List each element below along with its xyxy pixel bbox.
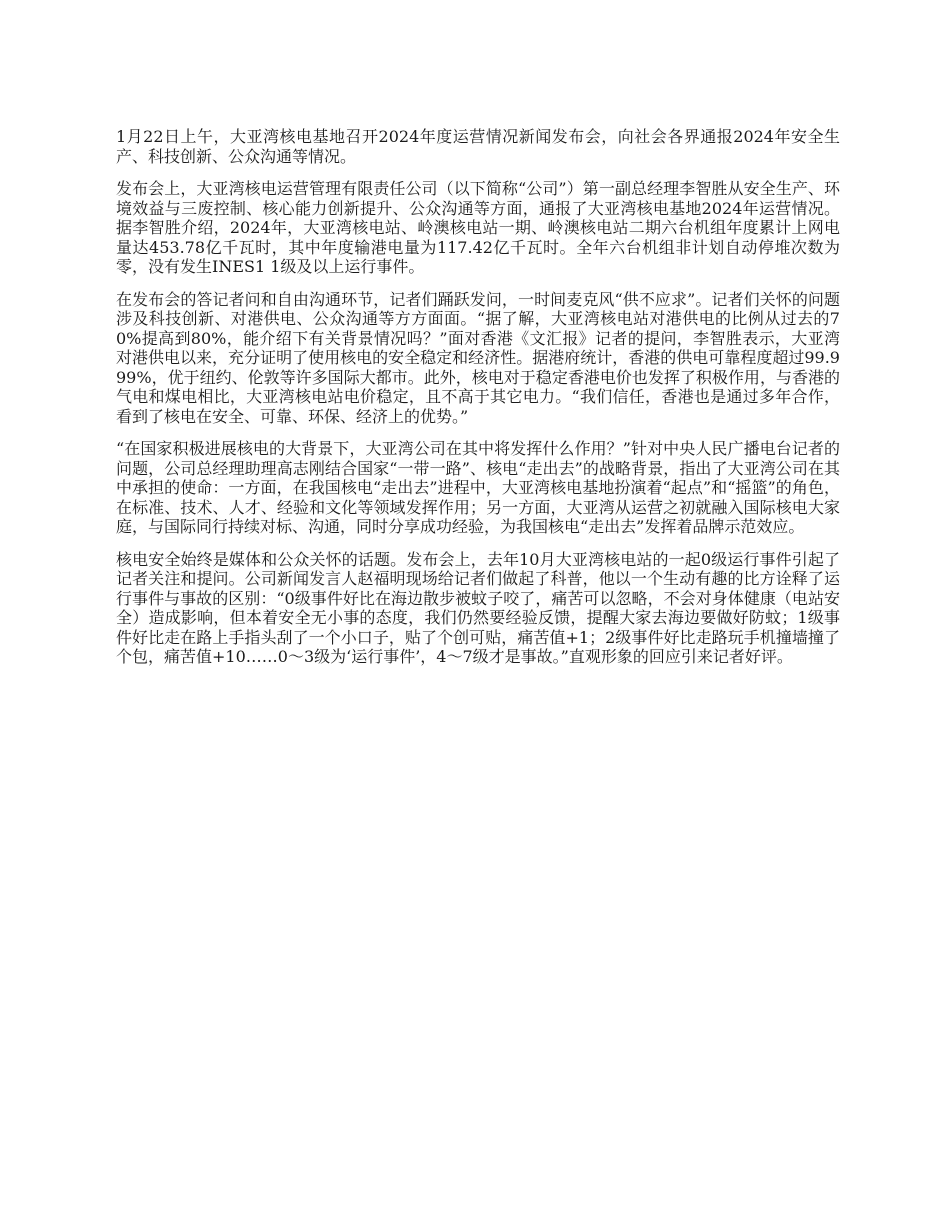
paragraph-4: “在国家积极进展核电的大背景下，大亚湾公司在其中将发挥什么作用？”针对中央人民广播电台记者的问题，公司总经理助理高志刚结合国家“一带一路”、核电“走出去”的战略背景，指出了大亚湾公司在其中承担的使命：一方面，在我国核电“走出去”进程中，大亚湾核电基地扮演着“起点”和“摇篮”的角色，在标准、技术、人才、经验和文化等领域发挥作用；另一方面，大亚湾从运营之初就融入国际核电大家庭，与国际同行持续对标、沟通，同时分享成功经验，为我国核电“走出去”发挥着品牌示范效应。 [116, 439, 840, 536]
article-body [116, 127, 840, 680]
paragraph-5: 核电安全始终是媒体和公众关怀的话题。发布会上，去年10月大亚湾核电站的一起0级运行事件引起了记者关注和提问。公司新闻发言人赵福明现场给记者们做起了科普，他以一个生动有趣的比方诠释了运行事件与事故的区别：“0级事件好比在海边散步被蚊子咬了，痛苦可以忽略，不会对身体健康（电站安全）造成影响，但本着安全无小事的态度，我们仍然要经验反馈，提醒大家去海边要做好防蚊；1级事件好比走在路上手指头刮了一个小口子，贴了个创可贴，痛苦值+1；2级事件好比走路玩手机撞墙撞了个包，痛苦值+10……0～3级为‘运行事件’，4～7级才是事故。”直观形象的回应引来记者好评。 [116, 549, 840, 666]
paragraph-3: 在发布会的答记者问和自由沟通环节，记者们踊跃发问，一时间麦克风“供不应求”。记者们关怀的问题涉及科技创新、对港供电、公众沟通等方方面面。“据了解，大亚湾核电站对港供电的比例从过去的70%提高到80%，能介绍下有关背景情况吗？”面对香港《文汇报》记者的提问，李智胜表示，大亚湾对港供电以来，充分证明了使用核电的安全稳定和经济性。据港府统计，香港的供电可靠程度超过99.999%，优于纽约、伦敦等许多国际大都市。此外，核电对于稳定香港电价也发挥了积极作用，与香港的气电和煤电相比，大亚湾核电站电价稳定，且不高于其它电力。“我们信任，香港也是通过多年合作，看到了核电在安全、可靠、环保、经济上的优势。” [116, 289, 840, 426]
paragraph-1: 1月22日上午，大亚湾核电基地召开2024年度运营情况新闻发布会，向社会各界通报2024年安全生产、科技创新、公众沟通等情况。 [116, 127, 840, 166]
paragraph-2: 发布会上，大亚湾核电运营管理有限责任公司（以下简称“公司”）第一副总经理李智胜从安全生产、环境效益与三废控制、核心能力创新提升、公众沟通等方面，通报了大亚湾核电基地2024年运营情况。据李智胜介绍，2024年，大亚湾核电站、岭澳核电站一期、岭澳核电站二期六台机组年度累计上网电量达453.78亿千瓦时，其中年度输港电量为117.42亿千瓦时。全年六台机组非计划自动停堆次数为零，没有发生INES1 1级及以上运行事件。 [116, 179, 840, 276]
